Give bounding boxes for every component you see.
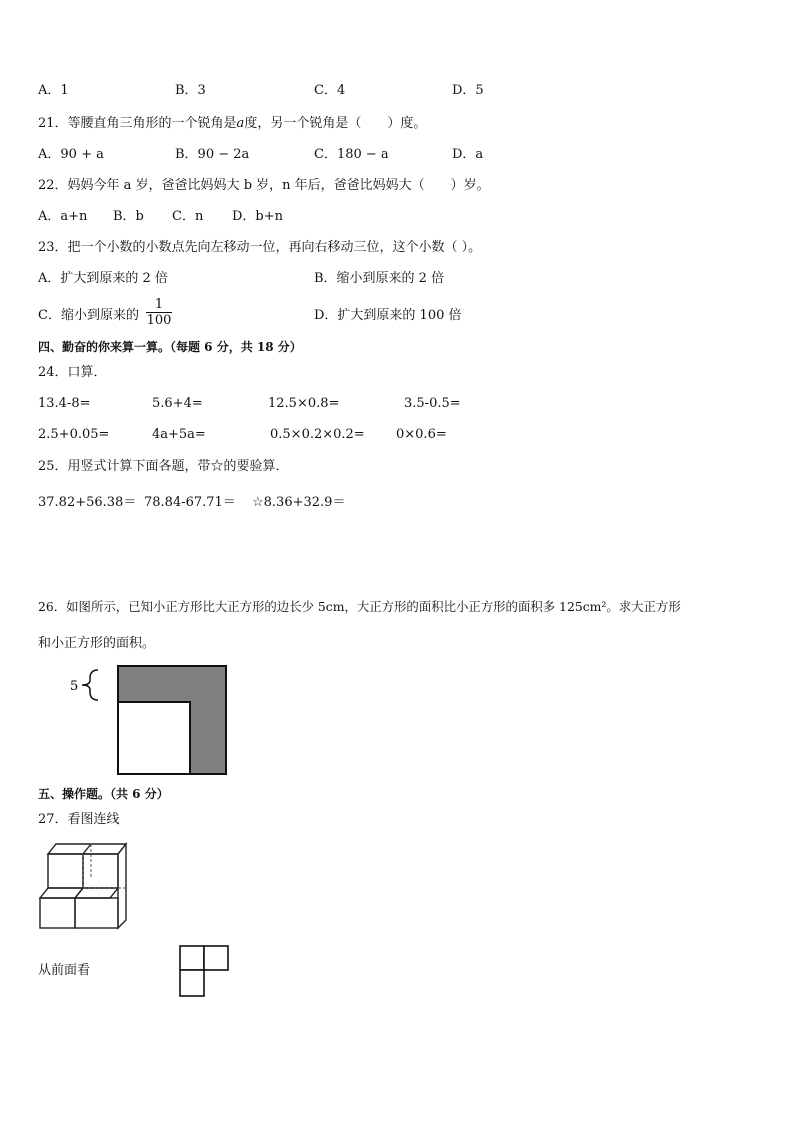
q22-option-d: D．b+n xyxy=(232,209,284,224)
view-cell-bottom-left xyxy=(180,970,204,996)
q26-squares-figure xyxy=(60,660,240,780)
front-cube-face xyxy=(40,898,75,928)
q21-option-d: D．a xyxy=(452,147,484,162)
q21-stem-before: 21．等腰直角三角形的一个锐角是 xyxy=(38,116,237,131)
q24-r2-c2: 4a+5a= xyxy=(152,427,206,442)
q24-r1-c4: 3.5-0.5= xyxy=(404,396,461,411)
q25-item-3: ☆8.36+32.9＝ xyxy=(252,495,346,510)
right-side-face xyxy=(118,844,126,928)
view-cell-top-left xyxy=(180,946,204,970)
q23-option-b: B．缩小到原来的 2 倍 xyxy=(314,271,445,286)
q20-option-a: A．1 xyxy=(38,83,69,98)
q22-option-c: C．n xyxy=(172,209,204,224)
q24-r1-c2: 5.6+4= xyxy=(152,396,203,411)
q23-option-a: A．扩大到原来的 2 倍 xyxy=(38,271,168,286)
q24-r2-c1: 2.5+0.05= xyxy=(38,427,110,442)
q20-option-c: C．4 xyxy=(314,83,346,98)
back-left-front-face xyxy=(48,854,83,888)
q24-r2-c3: 0.5×0.2×0.2= xyxy=(270,427,365,442)
q20-option-d: D．5 xyxy=(452,83,484,98)
q23-stem: 23．把一个小数的小数点先向左移动一位，再向右移动三位，这个小数（ ）。 xyxy=(38,240,482,255)
q23-option-c-fraction xyxy=(146,297,172,328)
q21-var: a xyxy=(236,116,245,131)
q26-line-2: 和小正方形的面积。 xyxy=(38,636,156,651)
q22-stem: 22．妈妈今年 a 岁，爸爸比妈妈大 b 岁，n 年后，爸爸比妈妈大（ ）岁。 xyxy=(38,178,490,193)
q21-option-b: B．90 − 2a xyxy=(175,147,250,162)
q20-option-b: B．3 xyxy=(175,83,206,98)
q23-option-d: D．扩大到原来的 100 倍 xyxy=(314,308,462,323)
small-square xyxy=(118,702,190,774)
back-right-front-face xyxy=(83,854,118,888)
view-cell-top-right xyxy=(204,946,228,970)
fraction-denominator: 100 xyxy=(146,313,172,328)
q25-item-2: 78.84-67.71＝ xyxy=(144,495,236,510)
q24-title: 24．口算． xyxy=(38,365,107,380)
cube-solid-figure xyxy=(38,838,134,936)
lower-front-face xyxy=(75,898,118,928)
q23-option-c-prefix: C．缩小到原来的 xyxy=(38,308,139,323)
section4-title: 四、勤奋的你来算一算。（每题 6 分，共 18 分） xyxy=(38,340,302,354)
q27-title: 27．看图连线 xyxy=(38,812,120,827)
q22-option-a: A．a+n xyxy=(38,209,88,224)
q27-view-label: 从前面看 xyxy=(38,963,91,978)
q26-line-1: 26．如图所示，已知小正方形比大正方形的边长少 5cm，大正方形的面积比小正方形的面积多 125cm²。求大正方形 xyxy=(38,599,681,614)
figure-label-5: 5 xyxy=(70,679,79,694)
q21-stem xyxy=(38,116,426,132)
q22-option-b: B．b xyxy=(113,209,144,224)
q25-item-1: 37.82+56.38＝ xyxy=(38,495,137,510)
q25-title: 25．用竖式计算下面各题，带☆的要验算． xyxy=(38,459,289,474)
fraction-numerator: 1 xyxy=(154,297,164,312)
q24-r2-c4: 0×0.6= xyxy=(396,427,447,442)
q21-option-c: C．180 − a xyxy=(314,147,389,162)
section5-title: 五、操作题。（共 6 分） xyxy=(38,787,169,801)
lower-top-face xyxy=(75,888,118,898)
q21-stem-after: 度，另一个锐角是（ ）度。 xyxy=(244,116,427,131)
q24-r1-c3: 12.5×0.8= xyxy=(268,396,340,411)
q24-r1-c1: 13.4-8= xyxy=(38,396,91,411)
q21-option-a: A．90 + a xyxy=(38,147,104,162)
brace-icon xyxy=(82,670,98,700)
front-view-figure xyxy=(178,944,232,1000)
